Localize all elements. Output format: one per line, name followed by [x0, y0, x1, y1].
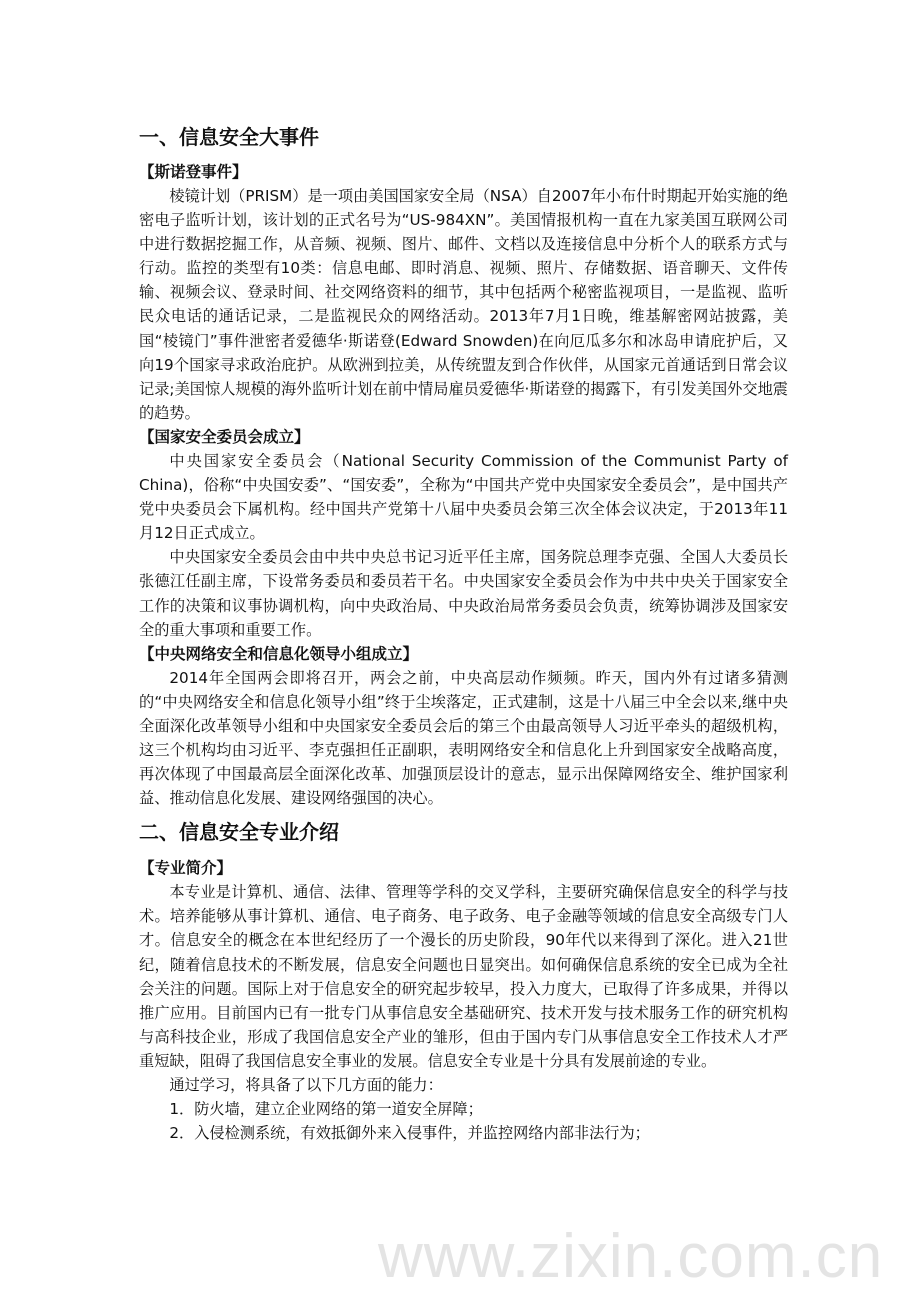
- paragraph-abilities-intro: 通过学习，将具备了以下几方面的能力：: [169, 1076, 443, 1094]
- document-page: [139, 122, 788, 1145]
- paragraph-nsc-2: 中央国家安全委员会由中共中央总书记习近平任主席，国务院总理李克强、全国人大委员长张德江任副主席，下设常务委员和委员若干名。中央国家安全委员会作为中共中央关于国家安全工作的决策和议事协调机构，向中央政治局、中央政治局常务委员会负责，统筹协调涉及国家安全的重大事项和重要工作。: [139, 548, 788, 639]
- heading-snowden: 【斯诺登事件】: [139, 163, 248, 181]
- heading-cyber-leading-group: 【中央网络安全和信息化领导小组成立】: [139, 644, 419, 663]
- ability-item-1: 1．防火墙，建立企业网络的第一道安全屏障；: [169, 1100, 483, 1119]
- section-title-major-intro: 二、信息安全专业介绍: [139, 820, 339, 845]
- heading-major-overview: 【专业简介】: [139, 859, 233, 878]
- heading-national-security-commission: 【国家安全委员会成立】: [139, 427, 310, 446]
- paragraph-snowden: 棱镜计划（PRISM）是一项由美国国家安全局（NSA）自2007年小布什时期起开始实施的绝密电子监听计划，该计划的正式名号为“US-984XN”。美国情报机构一直在九家美国互联网公司中进行数据挖掘工作，从音频、视频、图片、邮件、文档以及连接信息中分析个人的联系方式与行动。监控的类型有10类：信息电邮、即时消息、视频、照片、存储数据、语音聊天、文件传输、视频会议、登录时间、社交网络资料的细节，其中包括两个秘密监视项目，一是监视、监听民众电话的通话记录，二是监视民众的网络活动。2013年7月1日晚，维基解密网站披露，美国“棱镜门”事件泄密者爱德华·斯诺登(Edward Snowden)在向厄瓜多尔和冰岛申请庇护后，又向19个国家寻求政治庇护。从欧洲到拉美，从传统盟友到合作伙伴，从国家元首通话到日常会议记录;美国惊人规模的海外监听计划在前中情局雇员爱德华·斯诺登的揭露下，有引发美国外交地震的趋势。: [139, 187, 788, 422]
- watermark: www.zixin.com.cn: [378, 1222, 884, 1291]
- ability-item-2: 2．入侵检测系统，有效抵御外来入侵事件，并监控网络内部非法行为；: [169, 1124, 650, 1143]
- paragraph-major-overview: 本专业是计算机、通信、法律、管理等学科的交叉学科，主要研究确保信息安全的科学与技术。培养能够从事计算机、通信、电子商务、电子政务、电子金融等领域的信息安全高级专门人才。信息安全的概念在本世纪经历了一个漫长的历史阶段，90年代以来得到了深化。进入21世纪，随着信息技术的不断发展，信息安全问题也日显突出。如何确保信息系统的安全已成为全社会关注的问题。国际上对于信息安全的研究起步较早，投入力度大，已取得了许多成果，并得以推广应用。目前国内已有一批专门从事信息安全基础研究、技术开发与技术服务工作的研究机构与高科技企业，形成了我国信息安全产业的雏形，但由于国内专门从事信息安全工作技术人才严重短缺，阻碍了我国信息安全事业的发展。信息安全专业是十分具有发展前途的专业。: [139, 883, 788, 1070]
- paragraph-cyber-leading-group: 2014年全国两会即将召开，两会之前，中央高层动作频频。昨天，国内外有过诸多猜测的“中央网络安全和信息化领导小组”终于尘埃落定，正式建制，这是十八届三中全会以来,继中央全面深化改革领导小组和中央国家安全委员会后的第三个由最高领导人习近平牵头的超级机构，这三个机构均由习近平、李克强担任正副职，表明网络安全和信息化上升到国家安全战略高度，再次体现了中国最高层全面深化改革、加强顶层设计的意志，显示出保障网络安全、维护国家利益、推动信息化发展、建设网络强国的决心。: [139, 668, 788, 808]
- section-title-security-events: 一、信息安全大事件: [139, 125, 319, 149]
- paragraph-nsc-1: 中央国家安全委员会（National Security Commission of the Communist Party of China)，俗称“中央国安委”、“国安委”，全称为“中国共产党中央国家安全委员会”，是中国共产党中央委员会下属机构。经中国共产党第十八届中央委员会第三次全体会议决定，于2013年11月12日正式成立。: [139, 451, 788, 543]
